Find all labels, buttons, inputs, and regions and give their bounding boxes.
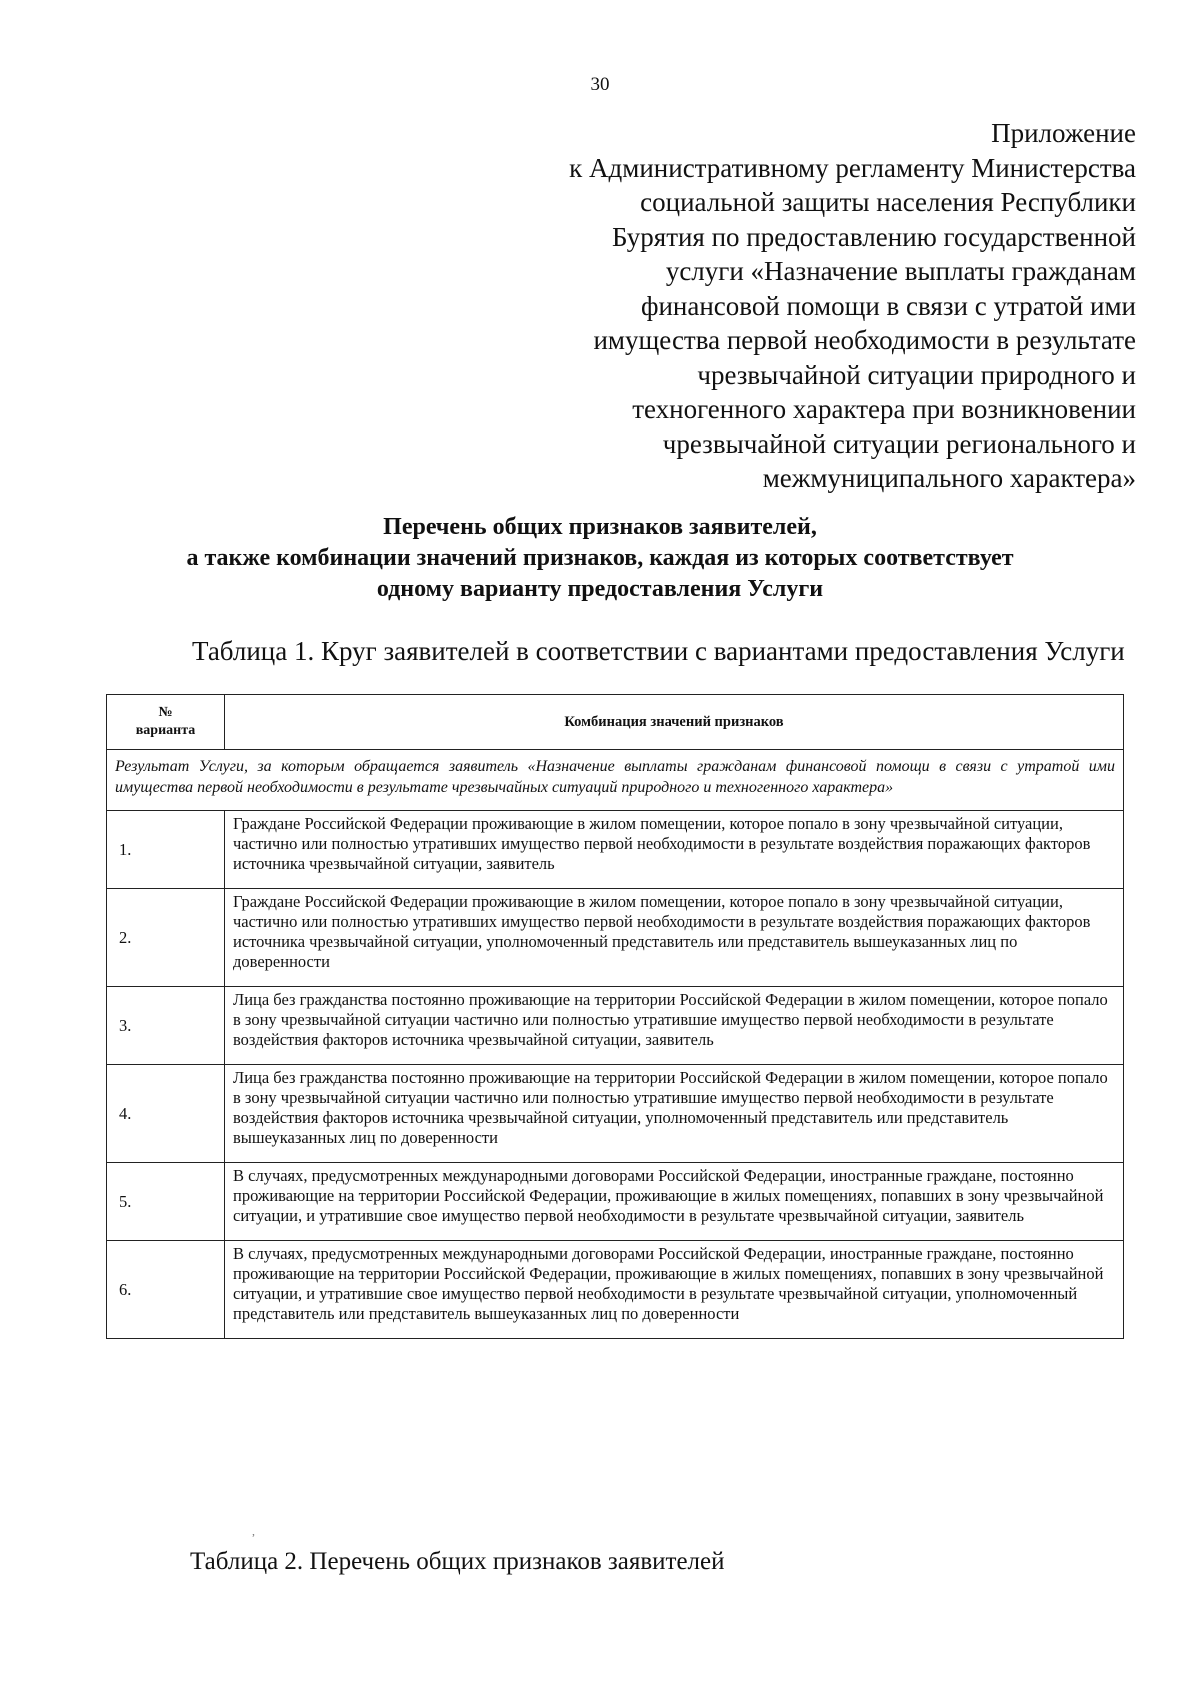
result-row bbox=[107, 750, 1124, 811]
appendix-line: социальной защиты населения Республики bbox=[640, 187, 1136, 217]
appendix-line: имущества первой необходимости в результате bbox=[593, 325, 1136, 355]
table-row bbox=[107, 1065, 1124, 1163]
variant-number: 2. bbox=[107, 889, 225, 987]
variant-description: Граждане Российской Федерации проживающие в жилом помещении, которое попало в зону чрезвычайной ситуации, частично или полностью утративших имущество первой необходимости в результате воздействия поражающих факторов источника чрезвычайной ситуации, заявитель bbox=[225, 811, 1124, 889]
variant-number: 5. bbox=[107, 1163, 225, 1241]
appendix-line: услуги «Назначение выплаты гражданам bbox=[665, 256, 1136, 286]
header-num-label: варианта bbox=[135, 723, 196, 738]
title-line: Перечень общих признаков заявителей, bbox=[383, 514, 817, 540]
appendix-line: Приложение bbox=[991, 118, 1136, 148]
page-number: 30 bbox=[590, 74, 610, 95]
appendix-line: межмуниципального характера» bbox=[762, 463, 1136, 493]
appendix-line: к Административному регламенту Министерства bbox=[569, 152, 1136, 183]
table-row bbox=[107, 1163, 1124, 1241]
table-row bbox=[107, 1241, 1124, 1339]
table1-caption: Таблица 1. Круг заявителей в соответствии с вариантами предоставления Услуги bbox=[192, 636, 1125, 666]
variant-description: В случаях, предусмотренных международными договорами Российской Федерации, иностранные граждане, постоянно проживающие на территории Российской Федерации, проживающие в жилых помещениях, попавших в зону чрезвычайной ситуации, и утратившие свое имущество первой необходимости в результате чрезвычайной ситуации, заявитель bbox=[225, 1163, 1124, 1241]
appendix-header bbox=[540, 116, 1136, 496]
variant-description: Граждане Российской Федерации проживающие в жилом помещении, которое попало в зону чрезвычайной ситуации, частично или полностью утративших имущество первой необходимости в результате воздействия поражающих факторов источника чрезвычайной ситуации, уполномоченный представитель или представитель вышеуказанных лиц по доверенности bbox=[225, 889, 1124, 987]
table-row bbox=[107, 987, 1124, 1065]
document-title bbox=[100, 512, 1100, 605]
header-num-symbol: № bbox=[158, 705, 173, 720]
variant-number: 3. bbox=[107, 987, 225, 1065]
result-description: Результат Услуги, за которым обращается заявитель «Назначение выплаты гражданам финансовой помощи в связи с утратой ими имущества первой необходимости в результате чрезвычайных ситуаций природного и техногенного характера» bbox=[107, 750, 1124, 811]
table-row bbox=[107, 889, 1124, 987]
appendix-line: финансовой помощи в связи с утратой ими bbox=[640, 290, 1136, 321]
table2-caption: Таблица 2. Перечень общих признаков заявителей bbox=[190, 1548, 725, 1575]
variant-number: 4. bbox=[107, 1065, 225, 1163]
header-variant-number bbox=[107, 695, 225, 750]
variant-description: В случаях, предусмотренных международными договорами Российской Федерации, иностранные граждане, постоянно проживающие на территории Российской Федерации, проживающие в жилых помещениях, попавших в зону чрезвычайной ситуации, и утратившие свое имущество первой необходимости в результате чрезвычайной ситуации, уполномоченный представитель или представитель вышеуказанных лиц по доверенности bbox=[225, 1241, 1124, 1339]
variant-number: 1. bbox=[107, 811, 225, 889]
variants-table bbox=[106, 694, 1124, 1339]
appendix-line: Бурятия по предоставлению государственной bbox=[611, 221, 1136, 252]
table-header-row bbox=[107, 695, 1124, 750]
appendix-line: техногенного характера при возникновении bbox=[632, 394, 1136, 424]
variant-description: Лица без гражданства постоянно проживающие на территории Российской Федерации в жилом помещении, которое попало в зону чрезвычайной ситуации частично или полностью утратившие имущество первой необходимости в результате воздействия факторов источника чрезвычайной ситуации, заявитель bbox=[225, 987, 1124, 1065]
appendix-line: чрезвычайной ситуации природного и bbox=[697, 359, 1136, 390]
scan-mark: , bbox=[252, 1524, 255, 1538]
variant-description: Лица без гражданства постоянно проживающие на территории Российской Федерации в жилом помещении, которое попало в зону чрезвычайной ситуации частично или полностью утратившие имущество первой необходимости в результате воздействия факторов источника чрезвычайной ситуации, уполномоченный представитель или представитель вышеуказанных лиц по доверенности bbox=[225, 1065, 1124, 1163]
table-row bbox=[107, 811, 1124, 889]
appendix-line: чрезвычайной ситуации регионального и bbox=[662, 428, 1136, 459]
title-line: а также комбинации значений признаков, каждая из которых соответствует bbox=[186, 545, 1014, 571]
title-line: одному варианту предоставления Услуги bbox=[376, 576, 824, 602]
variant-number: 6. bbox=[107, 1241, 225, 1339]
header-combination: Комбинация значений признаков bbox=[225, 695, 1124, 750]
